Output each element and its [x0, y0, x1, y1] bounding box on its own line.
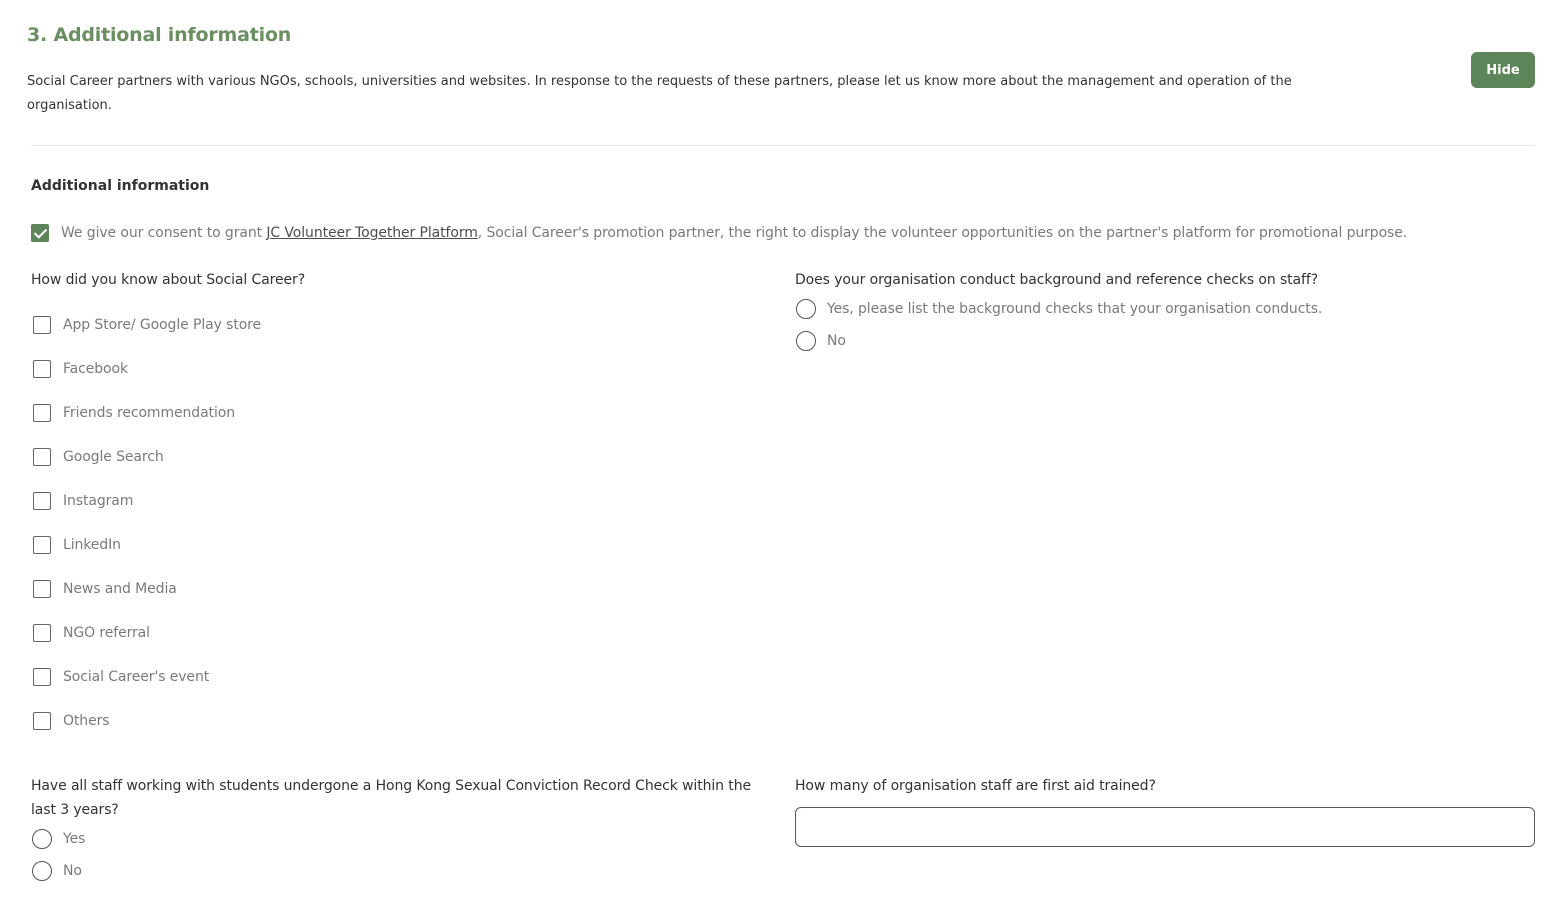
conviction-check-no-option[interactable]	[33, 859, 82, 883]
conviction-check-question: Have all staff working with students undergone a Hong Kong Sexual Conviction Record Check within the last 3 years?	[31, 778, 751, 818]
conviction-check-yes-option[interactable]	[33, 827, 85, 851]
consent-text-before: We give our consent to grant	[61, 225, 267, 241]
option-label: No	[63, 863, 82, 879]
checkbox[interactable]	[33, 580, 51, 598]
consent-text-after: , Social Career's promotion partner, the right to display the volunteer opportunities on the partner's platform for promotional purpose.	[477, 225, 1408, 241]
how-know-option[interactable]	[33, 489, 133, 513]
section-description: Social Career partners with various NGOs, schools, universities and websites. In response to the requests of these partners, please let us know more about the management and operation of the organisation.	[27, 74, 1292, 113]
checkbox[interactable]	[33, 712, 51, 730]
how-know-question: How did you know about Social Career?	[31, 272, 306, 288]
option-label: Yes, please list the background checks that your organisation conducts.	[827, 301, 1323, 317]
checkbox[interactable]	[33, 360, 51, 378]
checkbox[interactable]	[33, 316, 51, 334]
checkbox[interactable]	[33, 668, 51, 686]
how-know-option[interactable]	[33, 533, 121, 557]
consent-checkbox[interactable]	[31, 224, 49, 242]
how-know-option[interactable]	[33, 621, 150, 645]
checkbox[interactable]	[33, 492, 51, 510]
subsection-title: Additional information	[31, 178, 210, 194]
how-know-option[interactable]	[33, 709, 109, 733]
how-know-option[interactable]	[33, 313, 261, 337]
option-label: News and Media	[63, 581, 177, 597]
option-label: No	[827, 333, 846, 349]
radio-button[interactable]	[32, 861, 52, 881]
radio-button[interactable]	[32, 829, 52, 849]
first-aid-question: How many of organisation staff are first aid trained?	[795, 778, 1156, 794]
checkbox[interactable]	[33, 536, 51, 554]
how-know-option[interactable]	[33, 577, 177, 601]
how-know-option[interactable]	[33, 665, 209, 689]
jc-volunteer-platform-link[interactable]: JC Volunteer Together Platform	[266, 225, 478, 241]
option-label: Friends recommendation	[63, 405, 235, 421]
option-label: NGO referral	[63, 625, 150, 641]
option-label: Google Search	[63, 449, 164, 465]
section-title: 3. Additional information	[27, 24, 292, 46]
how-know-option[interactable]	[33, 401, 235, 425]
background-check-question: Does your organisation conduct background and reference checks on staff?	[795, 272, 1319, 288]
consent-text	[61, 225, 1407, 241]
checkbox[interactable]	[33, 624, 51, 642]
option-label: Facebook	[63, 361, 128, 377]
background-check-no-option[interactable]	[797, 329, 846, 353]
divider	[31, 145, 1535, 146]
option-label: Social Career's event	[63, 669, 210, 685]
checkbox[interactable]	[33, 448, 51, 466]
radio-button[interactable]	[796, 299, 816, 319]
consent-row	[31, 221, 1407, 245]
hide-button[interactable]: Hide	[1471, 52, 1535, 88]
checkbox[interactable]	[33, 404, 51, 422]
first-aid-count-input[interactable]	[795, 807, 1535, 847]
option-label: App Store/ Google Play store	[63, 317, 262, 333]
option-label: Yes	[63, 831, 86, 847]
option-label: Instagram	[63, 493, 134, 509]
option-label: LinkedIn	[63, 537, 121, 553]
how-know-option[interactable]	[33, 357, 128, 381]
option-label: Others	[63, 713, 110, 729]
how-know-option[interactable]	[33, 445, 164, 469]
radio-button[interactable]	[796, 331, 816, 351]
background-check-yes-option[interactable]	[797, 297, 1322, 321]
